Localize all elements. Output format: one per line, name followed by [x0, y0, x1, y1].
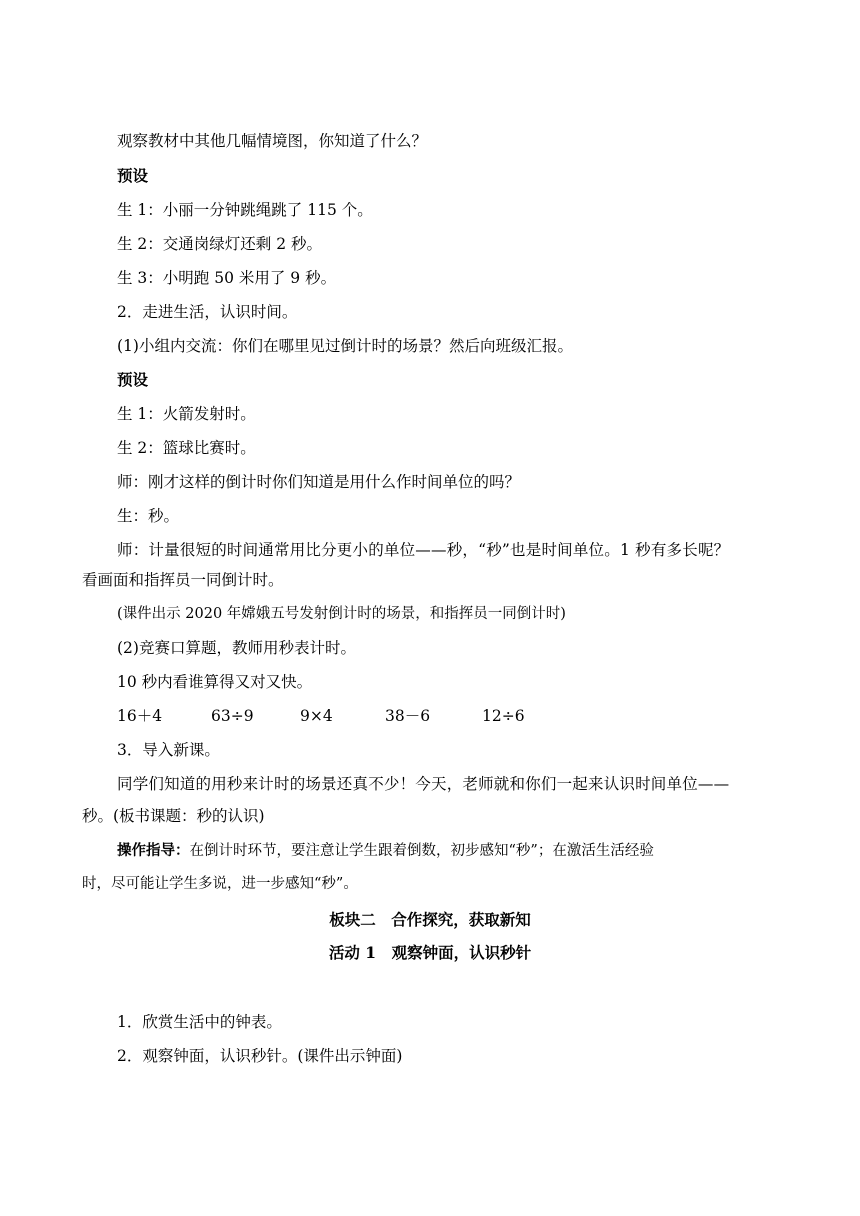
operation-guide-text: 在倒计时环节，要注意让学生跟着倒数，初步感知“秒”；在激活生活经验 — [189, 843, 654, 859]
expression-item: 16＋4 — [117, 707, 163, 725]
mental-math-instruction: 10 秒内看谁算得又对又快。 — [117, 673, 313, 691]
activity-heading: 活动 1 观察钟面，认识秒针 — [328, 943, 532, 962]
question-line: 观察教材中其他几幅情境图，你知道了什么？ — [117, 132, 428, 150]
student-answer-1: 生 1：小丽一分钟跳绳跳了 115 个。 — [117, 201, 373, 219]
operation-guide — [117, 841, 654, 861]
student-reply: 生：秒。 — [117, 507, 180, 525]
expression-item: 63÷9 — [211, 707, 254, 725]
section-heading: 板块二 合作探究，获取新知 — [329, 910, 531, 929]
teacher-explanation: 师：计量很短的时间通常用比分更小的单位——秒，“秒”也是时间单位。1 秒有多长呢？ — [117, 541, 730, 559]
courseware-note: (课件出示 2020 年嫦娥五号发射倒计时的场景，和指挥员一同倒计时) — [117, 606, 566, 622]
operation-guide-label: 操作指导： — [117, 842, 190, 859]
step-3-heading: 3．导入新课。 — [117, 741, 220, 759]
group-discussion-line: (1)小组内交流：你们在哪里见过倒计时的场景？然后向班级汇报。 — [117, 337, 573, 355]
expression-item: 9×4 — [300, 707, 333, 725]
teacher-explanation-cont: 看画面和指挥员一同倒计时。 — [82, 571, 284, 589]
intro-paragraph-cont: 秒。(板书课题：秒的认识) — [82, 807, 265, 825]
expression-item: 12÷6 — [482, 707, 525, 725]
activity-step-2: 2．观察钟面，认识秒针。(课件出示钟面) — [117, 1047, 403, 1065]
student-answer-3: 生 3：小明跑 50 米用了 9 秒。 — [117, 269, 337, 287]
intro-paragraph: 同学们知道的用秒来计时的场景还真不少！今天，老师就和你们一起来认识时间单位—— — [117, 775, 730, 793]
preset-heading: 预设 — [117, 166, 149, 185]
operation-guide-cont: 时，尽可能让学生多说，进一步感知“秒”。 — [82, 876, 358, 892]
mental-math-heading: (2)竞赛口算题，教师用秒表计时。 — [117, 639, 356, 657]
teacher-question: 师：刚才这样的倒计时你们知道是用什么作时间单位的吗？ — [117, 473, 521, 491]
activity-step-1: 1．欣赏生活中的钟表。 — [117, 1013, 282, 1031]
student-answer-basketball: 生 2：篮球比赛时。 — [117, 439, 256, 457]
step-2-heading: 2．走进生活，认识时间。 — [117, 303, 298, 321]
student-answer-rocket: 生 1：火箭发射时。 — [117, 405, 256, 423]
expression-item: 38－6 — [385, 707, 431, 725]
student-answer-2: 生 2：交通岗绿灯还剩 2 秒。 — [117, 235, 323, 253]
preset-heading: 预设 — [117, 370, 149, 389]
